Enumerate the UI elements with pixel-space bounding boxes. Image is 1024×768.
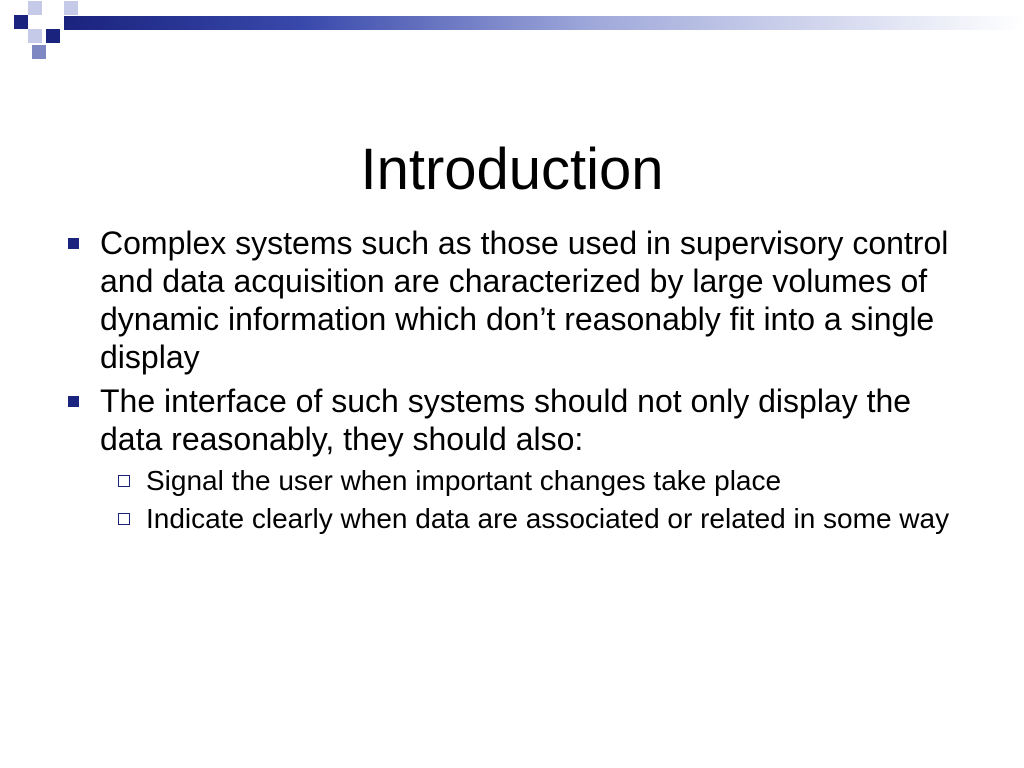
sub-bullet-text: Signal the user when important changes take place: [146, 465, 782, 496]
hollow-square-bullet-icon: [118, 475, 130, 487]
header-square-icon: [32, 45, 46, 59]
slide-title: Introduction: [360, 136, 664, 202]
header-square-icon: [64, 1, 78, 15]
bullet-item: [60, 224, 980, 376]
sub-bullet-item: [100, 464, 980, 498]
square-bullet-icon: [68, 396, 79, 407]
bullet-text: The interface of such systems should not only display the data reasonably, they should also:: [100, 383, 912, 457]
bullet-text: Complex systems such as those used in supervisory control and data acquisition are characterized by large volumes of dynamic information which don’t reasonably fit into a single display: [100, 225, 949, 375]
header-square-icon: [28, 1, 42, 15]
header-square-icon: [14, 15, 28, 29]
header-gradient-band: [64, 16, 1024, 30]
sub-bullet-text: Indicate clearly when data are associated or related in some way: [146, 503, 950, 534]
header-square-icon: [28, 29, 42, 43]
hollow-square-bullet-icon: [118, 513, 130, 525]
square-bullet-icon: [68, 238, 79, 249]
sub-bullet-item: [100, 502, 980, 536]
bullet-list: [60, 224, 980, 536]
header-square-icon: [46, 29, 60, 43]
bullet-item: [60, 382, 980, 458]
